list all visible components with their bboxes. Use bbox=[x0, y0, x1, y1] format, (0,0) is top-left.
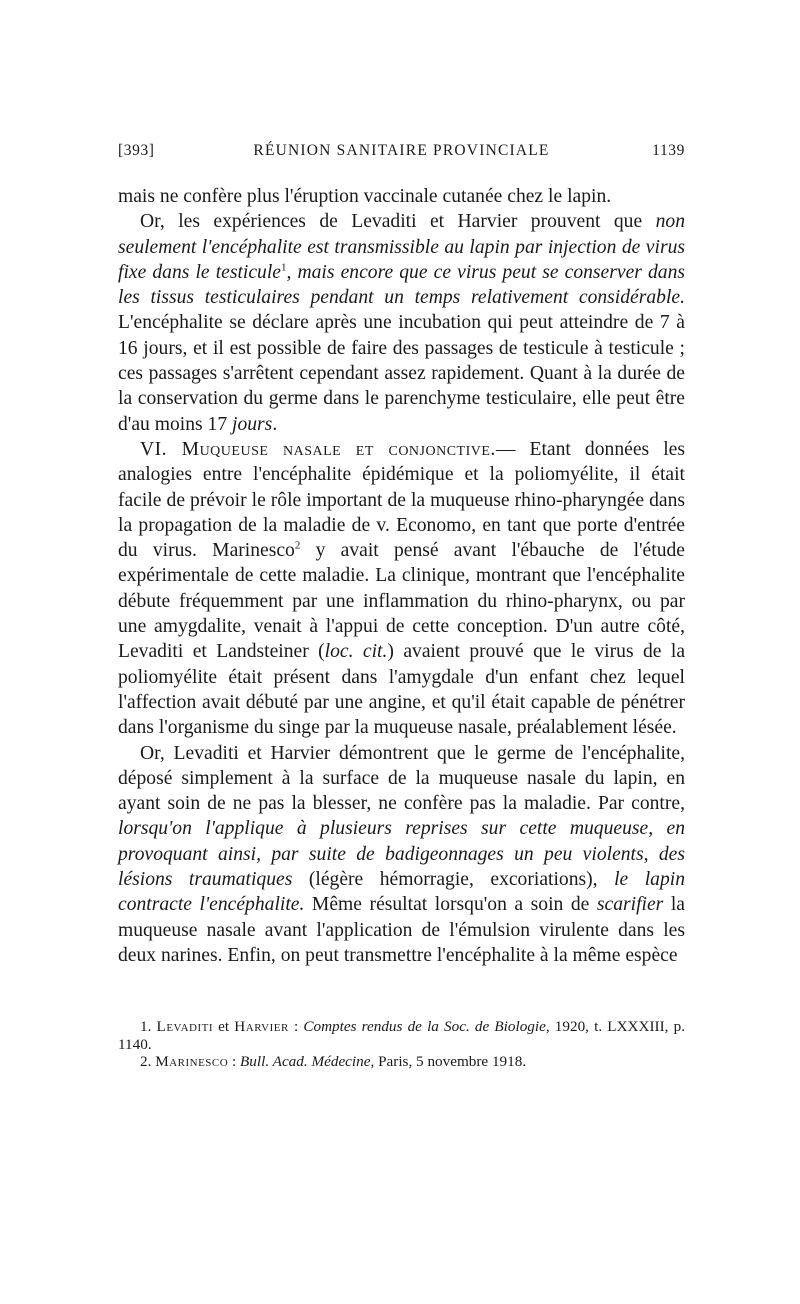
running-head bbox=[118, 142, 685, 168]
paragraph-testicle-experiments bbox=[118, 209, 685, 437]
text-run: : bbox=[288, 1018, 304, 1036]
text-run: , 1920, t. LXXXIII, p. 1140. bbox=[118, 1018, 685, 1053]
text-run: Or, les expériences de Levaditi et Harvier prouvent que bbox=[140, 211, 656, 233]
page-number: 1139 bbox=[652, 142, 685, 159]
footnote-1 bbox=[118, 1018, 685, 1053]
emphasis-text: loc. cit. bbox=[324, 641, 388, 663]
text-run: : bbox=[228, 1053, 241, 1071]
author-name: Marinesco bbox=[155, 1053, 229, 1071]
emphasis-text: le lapin contracte l'encéphalite. bbox=[118, 869, 685, 916]
text-run: , Paris, 5 novembre 1918. bbox=[370, 1053, 527, 1071]
text-run: Or, Levaditi et Harvier démontrent que le germe de l'encéphalite, déposé simplement à la surface de la muqueuse nasale du lapin, en ayant soin de ne pas la blesser, ne confère pas la maladie. Par contre, bbox=[118, 742, 685, 815]
footnote-number: 1. bbox=[140, 1018, 152, 1036]
text-run: Même résultat lorsqu'on a soin de bbox=[304, 894, 597, 916]
emphasis-text: , mais encore que ce virus peut se conserver dans les tissus testiculaires pendant un temps relativement considérable. bbox=[118, 261, 686, 309]
footnote-number: 2. bbox=[140, 1053, 152, 1071]
text-run: y avait pensé avant l'ébauche de l'étude expérimentale de cette maladie. La clinique, montrant que l'encéphalite débute fréquemment par une inflammation du rhino-pharynx, ou par une amygdalite, venait à l'appui de cette conception. D'un autre côté, Levaditi et Landsteiner ( bbox=[118, 540, 685, 663]
section-number: [393] bbox=[118, 142, 155, 159]
publication-title: Comptes rendus de la Soc. de Biologie bbox=[303, 1018, 546, 1036]
text-run: (légère hémorragie, excoriations), bbox=[292, 869, 615, 891]
text-run: ) avaient prouvé que le virus de la poliomyélite était présent dans l'amygdale d'un enfant chez lequel l'affection avait débuté par une angine, et qu'il était capable de pénétrer dans l'organisme du singe par la muqueuse nasale, préalablement lésée. bbox=[118, 641, 686, 739]
emphasis-text: scarifier bbox=[596, 894, 664, 916]
paragraph-continuation: mais ne confère plus l'éruption vaccinale cutanée chez le lapin. bbox=[118, 186, 612, 207]
text-run: et bbox=[213, 1018, 235, 1036]
text-run: — Etant données les analogies entre l'encéphalite épidémique et la poliomyélite, il était facile de prévoir le rôle important de la muqueuse rhino-pharyngée dans la propagation de la maladie de v. Economo, en tant que porte d'entrée du virus. Marinesco bbox=[118, 438, 685, 562]
section-heading: VI. Muqueuse nasale et conjonctive. bbox=[140, 438, 496, 460]
footnote-2 bbox=[118, 1053, 685, 1071]
text-run: . bbox=[272, 413, 278, 435]
footnote-ref: 2 bbox=[294, 539, 301, 552]
publication-title: Bull. Acad. Médecine bbox=[240, 1053, 371, 1071]
text-run: la muqueuse nasale avant l'application de l'émulsion virulente dans les deux narines. Enfin, on peut transmettre l'encéphalite à la même espèce bbox=[118, 894, 685, 966]
body-text bbox=[118, 184, 685, 968]
emphasis-text: jours bbox=[232, 413, 273, 435]
paragraph-nasal-mucosa bbox=[118, 437, 685, 741]
author-name: Levaditi bbox=[156, 1018, 214, 1036]
book-page bbox=[118, 142, 685, 1071]
emphasis-text: non seulement l'encéphalite est transmissible au lapin par injection de virus fixe dans le testicule bbox=[118, 211, 685, 283]
emphasis-text: lorsqu'on l'applique à plusieurs reprises sur cette muqueuse, en provoquant ainsi, par suite de badigeonnages un peu violents, des lésions traumatiques bbox=[118, 818, 685, 891]
footnote-ref: 1 bbox=[281, 261, 287, 274]
paragraph-nasal-experiments bbox=[118, 741, 685, 969]
text-run: L'encéphalite se déclare après une incubation qui peut atteindre de 7 à 16 jours, et il est possible de faire des passages de testicule à testicule ; ces passages s'arrêtent cependant assez rapidement. Quant à la durée de la conservation du germe dans le parenchyme testiculaire, elle peut être d'au moins 17 bbox=[118, 312, 685, 435]
footnotes bbox=[118, 1018, 685, 1071]
running-title: RÉUNION SANITAIRE PROVINCIALE bbox=[253, 142, 550, 159]
author-name: Harvier bbox=[234, 1018, 289, 1036]
